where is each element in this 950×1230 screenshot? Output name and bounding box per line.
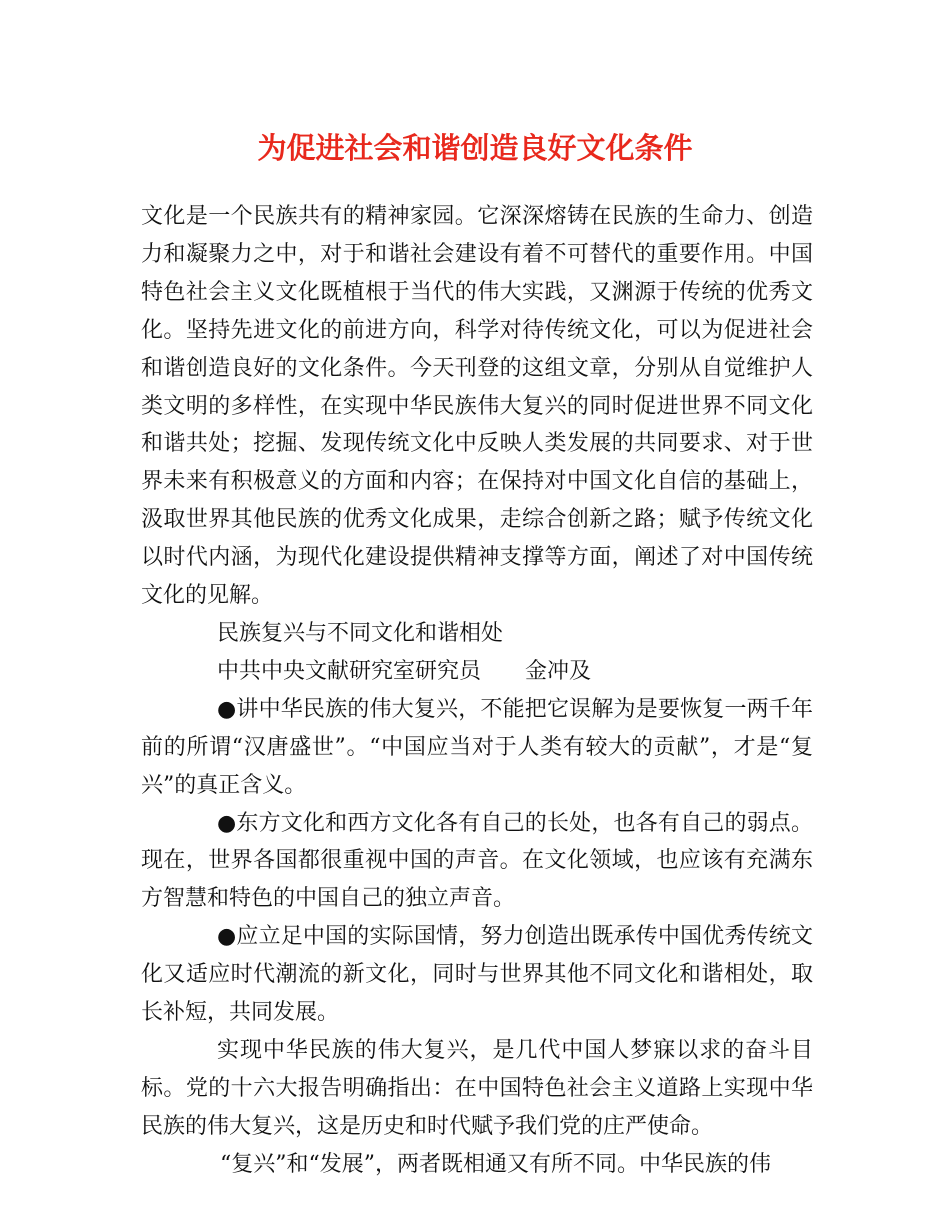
intro-paragraph: 文化是一个民族共有的精神家园。它深深熔铸在民族的生命力、创造力和凝聚力之中，对于和谐社会建设有着不可替代的重要作用。中国特色社会主义文化既植根于当代的伟大实践，又渊源于传统的优秀文化。坚持先进文化的前进方向，科学对待传统文化，可以为促进社会和谐创造良好的文化条件。今天刊登的这组文章，分别从自觉维护人类文明的多样性，在实现中华民族伟大复兴的同时促进世界不同文化和谐共处；挖掘、发现传统文化中反映人类发展的共同要求、对于世界未来有积极意义的方面和内容；在保持对中国文化自信的基础上，汲取世界其他民族的优秀文化成果，走综合创新之路；赋予传统文化以时代内涵，为现代化建设提供精神支撑等方面，阐述了对中国传统文化的见解。: [141, 204, 813, 609]
bullet-paragraph: ●应立足中国的实际国情，努力创造出既承传中国优秀传统文化又适应时代潮流的新文化，同时与世界其他不同文化和谐相处，取长补短，共同发展。: [141, 924, 813, 1026]
body-paragraph: 实现中华民族的伟大复兴，是几代中国人梦寐以求的奋斗目标。党的十六大报告明确指出：在中国特色社会主义道路上实现中华民族的伟大复兴，这是历史和时代赋予我们党的庄严使命。: [141, 1037, 813, 1139]
article-title: 民族复兴与不同文化和谐相处: [217, 620, 504, 646]
bullet-paragraph: ●讲中华民族的伟大复兴，不能把它误解为是要恢复一两千年前的所谓“汉唐盛世”。“中国应当对于人类有较大的贡献”，才是“复兴”的真正含义。: [141, 696, 813, 798]
document-body: [141, 198, 813, 1184]
body-paragraph: “复兴”和“发展”，两者既相通又有所不同。中华民族的伟: [220, 1151, 771, 1177]
bullet-paragraph: ●东方文化和西方文化各有自己的长处，也各有自己的弱点。现在，世界各国都很重视中国的声音。在文化领域，也应该有充满东方智慧和特色的中国自己的独立声音。: [141, 810, 813, 912]
document-title: 为促进社会和谐创造良好文化条件: [257, 131, 693, 165]
author-line: 中共中央文献研究室研究员 金冲及: [217, 658, 592, 684]
